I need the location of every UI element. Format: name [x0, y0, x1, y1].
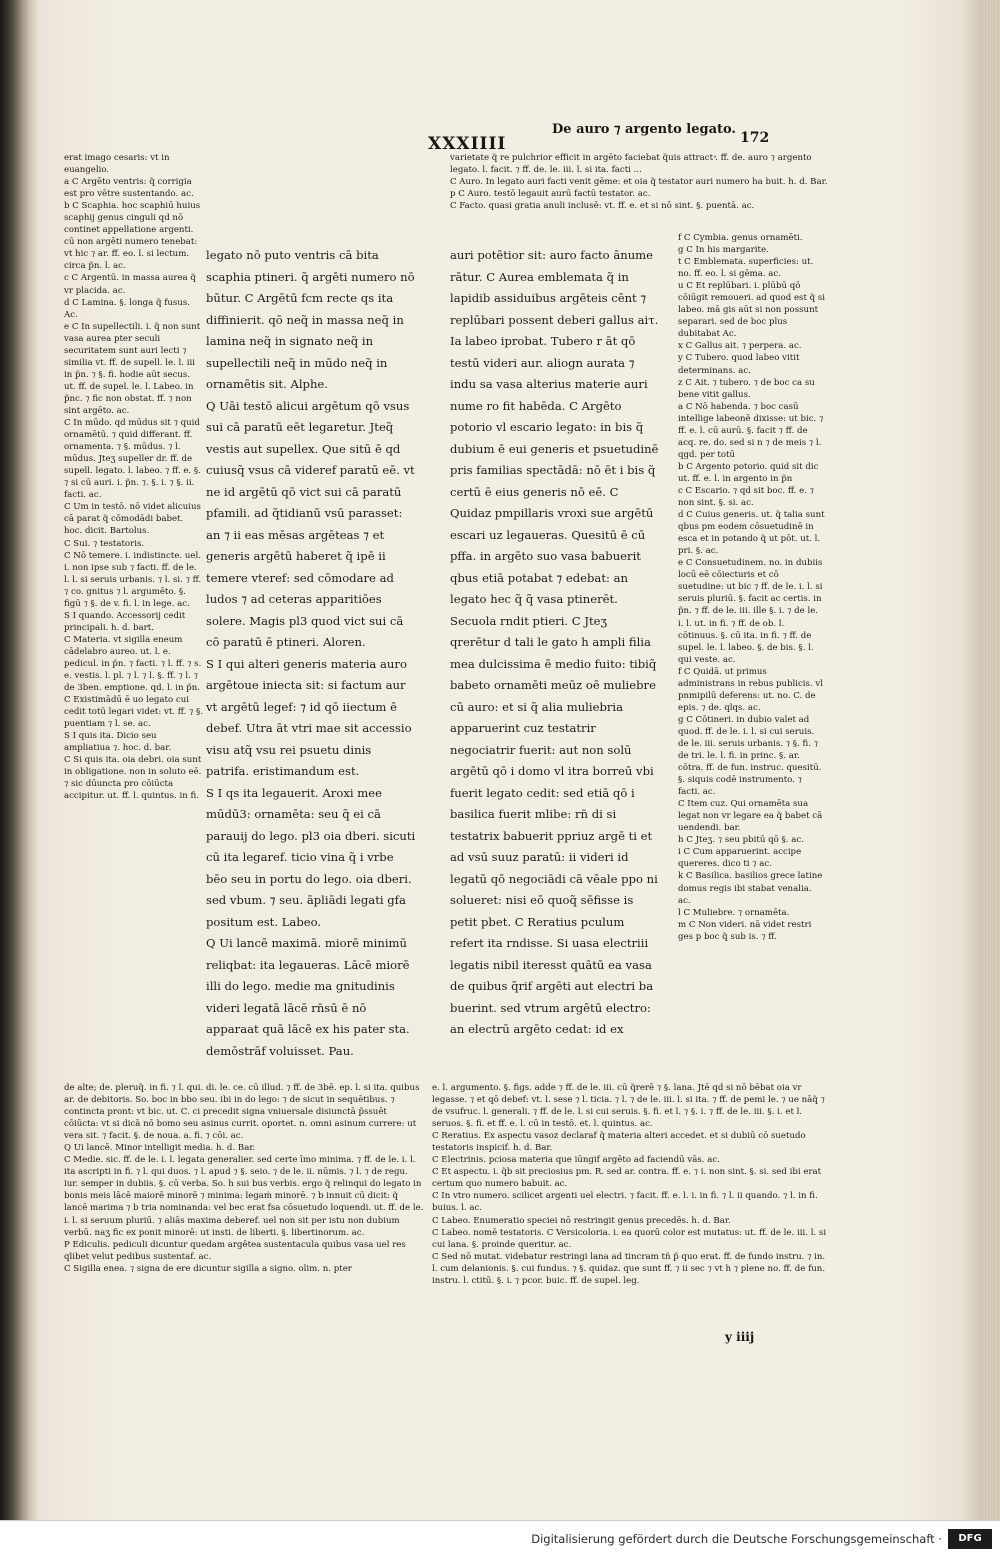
- footer-bar: [0, 1520, 1000, 1557]
- folio-number: 172: [740, 130, 770, 146]
- running-title: De auro ⁊ argento legato.: [552, 122, 736, 137]
- gloss-top-right: varietate q̃ re pulchrior efficit in argēto faciebat q̃uis attract ͤ. ff. de. auro ⁊ argento legato. l. facit. ⁊ ff. de. le. iii. l. si ita. facti ... C Auro. In legato auri facti venit gēme: et oia q̃ testator auri numero ha buit. h. d. Bar. p C Auro. testō legauit aurū factū testator. ac. C Facto. quasi gratia anuli inclusē: vt. ff. e. et si nō sint. §. puentā. ac.: [450, 153, 828, 212]
- gloss-bottom-left: de alte; de. pleruq̃. in fi. ⁊ l. qui. di. le. ce. cū illud. ⁊ ff. de 3bē. ep. l. si ita. quibus ar. de debitoris. So. boc in bbo seu. ibi in do lego: ⁊ de sicut in sequētibus. ⁊ contincta pront: vt bic. ut. C. ci precedit signa vniuersale disiunctā p̃ssuēt cōiūcta: vt si dicā nō bomo seu asinus currit. oportet. n. omni asinum currere: ut vera sit. ⁊ facit. §. de noua. a. fi. ⁊ cōi. ac. Q Ui lancē. Minor intelligit media. h. d. Bar. C Medie. sic. ff. de le. i. l. legata generalier. sed certe īmo minima. ⁊ ff. de le. i. l. ita ascripti in fi. ⁊ l. qui duos. ⁊ l. apud ⁊ §. seio. ⁊ de le. ii. nūmis. ⁊ l. ⁊ de regu. iur. semper in dubiis. §. cū verba. So. h sui bus verbis. ergo q̃ relinqui do legato in bonis meis lācē maiorē minorē ⁊ minima: legaṁ minorē. ⁊ b innuit cū dicit: q̃ lancē marima ⁊ b tria nominanda: vel bec erat fsa cōsuetudo loquendi. ut. ff. de le. i. l. si seruum pluriū. ⁊ aliās maxima deberef. uel non sit per istu non dubium verbū. naʒ fic ex ponit minorē: ut insti. de liberti. §. libertinorum. ac. P Ediculis. pediculi dicuntur quedam argētea sustentacula quibus vasa uel res qlibet velut pedibus sustentaf. ac. C Sigilla enea. ⁊ signa de ere dicuntur sigilla a signo. olim. n. pter: [64, 1083, 424, 1274]
- spine-shadow: [0, 0, 30, 1520]
- signature-number: XXXIIII: [428, 134, 507, 154]
- dfg-logo: DFG: [948, 1529, 992, 1549]
- main-text-left-column: legato nō puto ventris cā bita scaphia ptineri. q̃ argēti numero nō būtur. C Argētū fcm recte qs ita diffinierit. qō neq̃ in massa neq̃ in lamina neq̃ in signato neq̃ in supellectili neq̃ in mūdo neq̃ in ornamētis sit. Alphe. Q Uāi testō alicui argētum qō vsus sui cā paratū eēt legaretur. Jteq̃ vestis aut supellex. Que sitū ē qd cuiusq̃ vsus cā videref paratū eē. vt ne id argētū qō vict sui cā paratū pfamili. ad q̃tidianū vsū parasset: an ⁊ ii eas mēsas argēteas ⁊ et generis argētū haberet q̃ ipē ii temere vteref: sed cōmodare ad ludos ⁊ ad ceteras apparitiōes solere. Magis pl3 quod vict sui cā cō paratū ē ptineri. Aloren. S I qui alteri generis materia auro argētoue iniecta sit: si factum aur vt argētū legef: ⁊ id qō iiectum ē debef. Utra āt vtri mae sit accessio visu atq̃ vsu rei psuetu dinis patrifa. eristimandum est. S I qs ita legauerit. Aroxi mee mūdū3: ornamēta: seu q̃ ei cā parauij do lego. pl3 oia dberi. sicuti cū ita legaref. ticio vina q̃ i vrbe bēo seu in portu do lego. oia dberi. sed vbum. ⁊ seu. āpliādi legati gfa positum est. Labeo. Q Ui lancē maximā. miorē minimū reliqbat: ita legaueras. Lācē miorē illi do lego. medie ma gnitudinis videri legatā lācē rn̄sū ē nō apparaat quā lācē ex his pater sta. demōstrāf voluisset. Pau.: [206, 248, 416, 1058]
- main-text-right-column: auri potētior sit: auro facto ānume rātur. C Aurea emblemata q̃ in lapidib assiduibus argēteis cēnt ⁊ replūbari possent deberi gallus aiτ. Ia labeo iprobat. Tubero r āt qō testū videri aur. aliogn aurata ⁊ indu sa vasa alterius materie auri nume ro fit habēda. C Argēto potorio vl escario legato: in bis q̃ dubium ē eui generis et psuetudinē pris familias spectādā: nō ēt i bis q̃ certū ē eius generis nō eē. C Quidaz pmpillaris vroxi sue argētū escari uz legaueras. Quesitū ē cū pffa. in argēto suo vasa babuerit qbus etiā potabat ⁊ edebat: an legato hec q̃ q̃ vasa ptinerēt. Secuola rndit ptieri. C Jteʒ qrerētur d tali le gato h ampli filia mea dulcissima ē medio fuito: tibiq̃ babeto ornamēti meūz oē muliebre cū auro: et si q̃ alia muliebria apparuerint cuz testatrir negociatrir fuerit: aut non solū argētū qō i domo vl itra borreū vbi fuerit legato cedit: sed etiā qō i basilica fuerit mlibe: rn̄ di si testatrix babuerit ppriuz argē ti et ad vsū suuz paratū: ii videri id legatū qō negociādi cā vēale ppo ni solueret: nisi eō quoq̃ sēfisse is petit pbet. C Reratius pculum refert ita rndisse. Si uasa electriii legatis nibil iteresst quātū ea vasa de quibus q̃rif argēti aut electri ba buerint. sed vtrum argētū electro: an electrū argēto cedat: id ex: [450, 248, 659, 1036]
- signature-mark: y iiij: [725, 1330, 755, 1344]
- footer-credit: Digitalisierung gefördert durch die Deutsche Forschungsgemeinschaft ·: [531, 1532, 942, 1546]
- gloss-left-column: erat imago cesaris: vt in euangelio. a C Argēto ventris: q̃ corrigia est pro vētre sustentando. ac. b C Scaphia. hoc scaphiū huius scaphij genus cinguli qd nō continet appellatione argenti. cū non argēti numero tenebat: vt hic ⁊ ar. ff. eo. l. si lectum. circa p̃n. l. ac. c C Argentū. in massa aurea q̃ vr placida. ac. d C Lamina. §. longa q̃ fusus. Ac. e C In supellectili. i. q̃ non sunt vasa aurea pter seculi securitatem sunt auri lecti ⁊ similia vt. ff. de supell. le. l. iii in p̃n. ⁊ §. fi. hodie aūt secus. ut. ff. de supel. le. l. Labeo. in p̃nc. ⁊ fic non obstat. ff. ⁊ non sint argēto. ac. C In mūdo. qd mūdus sit ⁊ quid ornamētū. ⁊ quid differant. ff. ornamenta. ⁊ §. mūdus. ⁊ l. mūdus. Jteʒ supeller dr. ff. de supell. legato. l. labeo. ⁊ ff. e. §. ⁊ si cū auri. i. p̃n. ⁊. §. i. ⁊ §. ii. facti. ac. C Um in testō. nō videt alicuius cā parat q̃ cōmodādi babet. hoc. dicit. Bartolus. C Sui. ⁊ testatoris. C Nō temere. i. indistincte. uel. i. non ipse sub ⁊ facti. ff. de le. l. l. si seruis urbanis. ⁊ l. si. ⁊ ff. ⁊ co. gnitus ⁊ l. argumēto. §. figū ⁊ §. de v. fi. l. in lege. ac. S I quando. Accessorij cedit principali. h. d. bart. C Materia. vt sigilla eneum cādelabro aureo. ut. l. e. pedicul. in p̃n. ⁊ facti. ⁊ l. ff. ⁊ s. e. vestis. l. pl. ⁊ l. ⁊ l. §. ff. ⁊ l. ⁊ de 3ben. emptione. qd. l. in p̃n. C Existimādū ē uo legato cui cedit totū legari videt: vt. ff. ⁊ §. puentiam ⁊ l. se. ac. S I quis ita. Dicio seu ampliatiua ⁊. hoc. d. bar. C Si quis ita. oia debri. oia sunt in obligatione. non in soluto eē. ⁊ sic dūuncta pro cōiūcta accipitur. ut. ff. l. quintus. in fi.: [64, 153, 204, 802]
- gloss-bottom-right: e. l. argumento. §. figs. adde ⁊ ff. de le. iii. cū q̃rerē ⁊ §. lana. Jtē qd si nō bēbat oia vr legasse. ⁊ et qō debef: vt. l. sese ⁊ l. ticia. ⁊ l. ⁊ de le. iii. l. si ita. ⁊ ff. de pemi le. ⁊ ue nāq̃ ⁊ de vsufruc. l. generali. ⁊ ff. de le. l. si cui seruis. §. fi. et l. ⁊ §. i. ⁊ ff. de le. iii. §. i. et l. seruos. §. fi. et ff. e. l. cū in testō. et. l. quintus. ac. C Reratius. Ex aspectu vasoz declaraf q̃ materia alteri accedet. et si dubiū cō suetudo testatoris inspicif. h. d. Bar. C Electrinis. pciosa materia que iūngif argēto ad faciendū vās. ac. C Et aspectu. i. q̃b sit preciosius pm. R. sed ar. contra. ff. e. ⁊ i. non sint. §. si. sed ibi erat certum quo numero babuit. ac. C In vtro numero. scilicet argenti uel electri. ⁊ facit. ff. e. l. i. in fi. ⁊ l. ii quando. ⁊ l. in fi. buius. l. ac. C Labeo. Enumeratio speciei nō restringit genus precedēs. h. d. Bar. C Labeo. nomē testatoris. C Versicoloria. i. ea quorū color est mutatus: ut. ff. de le. iii. l. si cui lana. §. proinde queritur. ac. C Sed nō mutat. videbatur restringi lana ad tincram tñ p̃ quo erat. ff. de fundo instru. ⁊ in. l. cum delanionis. §. cui fundus. ⁊ §. quidaz. que sunt ff. ⁊ ii sec ⁊ vt h ⁊ plene no. ff. de fun. instru. l. ctitū. §. i. ⁊ pcor. buic. ff. de supel. leg.: [432, 1083, 827, 1286]
- gloss-right-column: f C Cymbia. genus ornamēti. g C In his margarite. t C Emblemata. superficies: ut. no. ff. eo. l. si gēma. ac. u C Et replūbari. i. plūbū qō cōiūgit remoueri. ad quod est q̃ si labeo. mā gis aūt si non possunt separari. sed de boc plus dubitabat Ac. x C Gallus ait. ⁊ perpera. ac. y C Tubero. quod labeo vitit determinans. ac. z C Ait. ⁊ tubero. ⁊ de boc ca su bene vitit gallus. a C Nō habenda. ⁊ boc casū intellige labeonē dixisse: ut bic. ⁊ ff. e. l. cū aurū. §. facit ⁊ ff. de acq. re. do. sed si n ⁊ de meis ⁊ l. qgd. per totū b C Argento potorio. quid sit dic ut. ff. e. l. in argento in p̃n c C Escario. ⁊ qd sit boc. ff. e. ⁊ non sint. §. si. ac. d C Cuius generis. ut. q̃ talia sunt qbus pm eodem cōsuetudinē in esca et in potando q̃ ut pōt. ut. l. pri. §. ac. e C Consuetudinem. no. in dubiis locū eē cōiecturis et cō suetudine: ut bic ⁊ ff. de le. i. l. si seruis pluriū. §. facit ac certis. in p̃n. ⁊ ff. de le. iii. ille §. i. ⁊ de le. i. l. ut. in fi. ⁊ ff. de ob. l. cōtinuus. §. cū ita. in fi. ⁊ ff. de supel. le. l. labeo. §. de bis. §. l. qui veste. ac. f C Quidā. ut primus administrans in rebus publicis. vl pnmipilū deferens: ut. no. C. de epis. ⁊ de. qlqs. ac. g C Cōtineri. in dubio valet ad quod. ff. de le. i. l. si cui seruis. de le. iii. seruis urbanis. ⁊ §. fi. ⁊ de tri. le. l. fi. in princ. §. ar. cōtra. ff. de fun. instruc. quesitū. §. siquis codē instrumento. ⁊ facti. ac. C Item cuz. Qui ornamēta sua legat non vr legare ea q̃ babet cā uendendi. bar. h C Jteʒ. ⁊ seu pbitū qō §. ac. i C Cum apparuerint. accipe quereres. dico ti ⁊ ac. k C Basilica. basilios grece latine domus regis ibi stabat venalia. ac. l C Muliebre. ⁊ ornamēta. m C Non videri. nā videt restri ges p boc q̃ sub is. ⁊ ff.: [678, 233, 826, 942]
